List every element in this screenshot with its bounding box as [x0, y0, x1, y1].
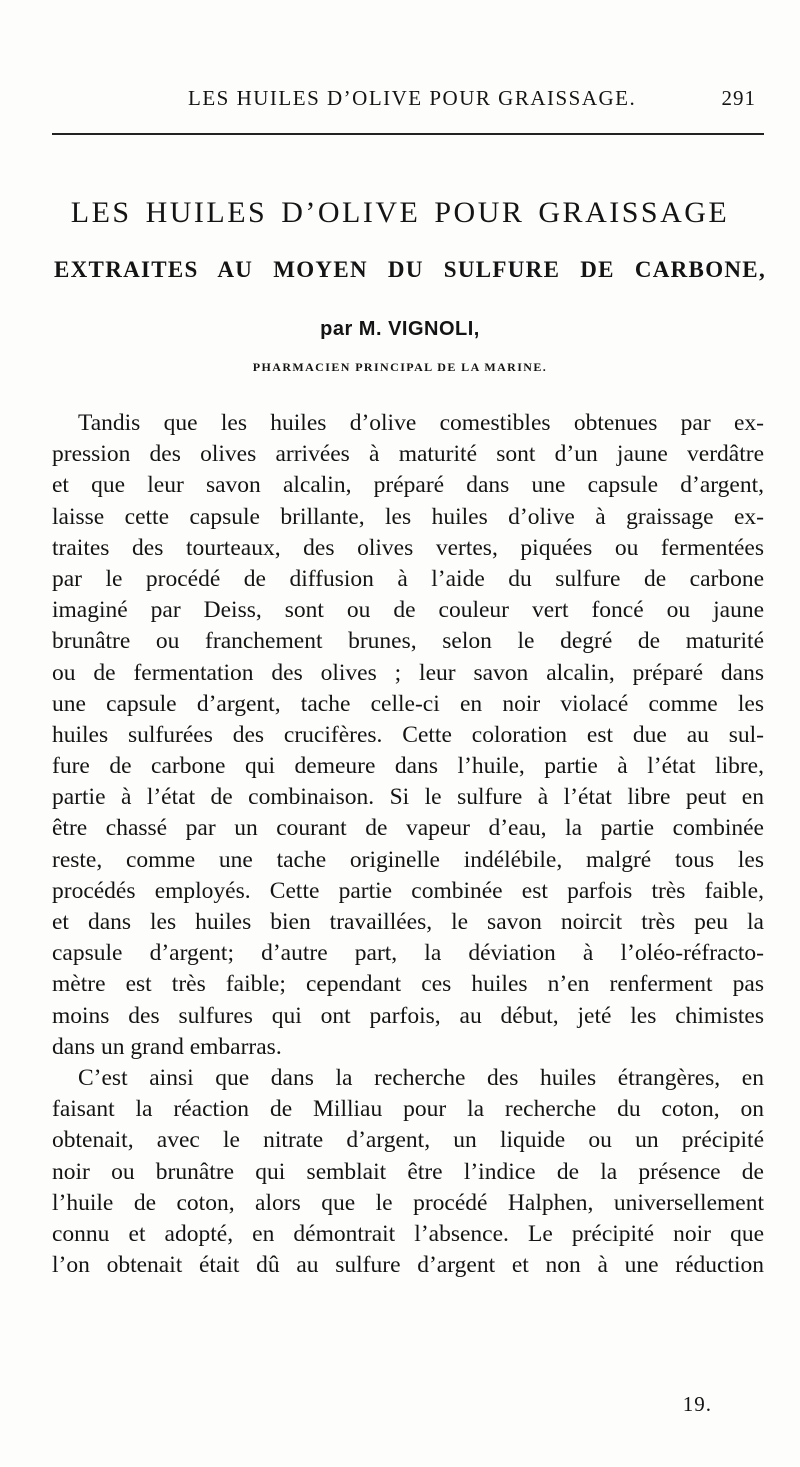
- text-line: imaginé par Deiss, sont ou de couleur vert foncé ou jaune: [52, 597, 764, 624]
- text-line: noir ou brunâtre qui semblait être l’indice de la présence de: [52, 1158, 764, 1185]
- text-line: traites des tourteaux, des olives vertes, piquées ou fermentées: [52, 534, 764, 561]
- text-line: huiles sulfurées des crucifères. Cette coloration est due au sul-: [52, 721, 764, 748]
- paragraph: [52, 408, 764, 1063]
- text-line: être chassé par un courant de vapeur d’eau, la partie combinée: [52, 815, 764, 842]
- running-head-title: LES HUILES D’OLIVE POUR GRAISSAGE.: [188, 86, 637, 110]
- author-affiliation: PHARMACIEN PRINCIPAL DE LA MARINE.: [252, 360, 548, 374]
- running-head: [0, 86, 800, 116]
- signature-mark: 19.: [682, 1392, 712, 1416]
- text-line: laisse cette capsule brillante, les huiles d’olive à graissage ex-: [52, 503, 764, 530]
- text-line: reste, comme une tache originelle indélébile, malgré tous les: [52, 846, 764, 873]
- text-line: moins des sulfures qui ont parfois, au début, jeté les chimistes: [52, 1002, 764, 1029]
- article-title: LES HUILES D’OLIVE POUR GRAISSAGE: [70, 196, 730, 229]
- header-rule: [52, 133, 764, 135]
- text-line: procédés employés. Cette partie combinée est parfois très faible,: [52, 877, 764, 904]
- text-line: fure de carbone qui demeure dans l’huile, partie à l’état libre,: [52, 753, 764, 780]
- text-line: C’est ainsi que dans la recherche des huiles étrangères, en: [78, 1064, 764, 1091]
- text-line: ou de fermentation des olives ; leur savon alcalin, préparé dans: [52, 659, 764, 686]
- text-line: mètre est très faible; cependant ces huiles n’en renferment pas: [52, 971, 764, 998]
- text-line: connu et adopté, en démontrait l’absence. Le précipité noir que: [52, 1220, 764, 1247]
- article-subtitle: EXTRAITES AU MOYEN DU SULFURE DE CARBONE,: [54, 257, 766, 282]
- text-line: une capsule d’argent, tache celle-ci en noir violacé comme les: [52, 690, 764, 717]
- text-line: et dans les huiles bien travaillées, le savon noircit très peu la: [52, 909, 764, 935]
- text-line: capsule d’argent; d’autre part, la déviation à l’oléo-réfracto-: [52, 940, 764, 967]
- text-line: l’on obtenait était dû au sulfure d’argent et non à une réduction: [52, 1252, 764, 1279]
- text-line: partie à l’état de combinaison. Si le sulfure à l’état libre peut en: [52, 784, 764, 811]
- paragraph: [52, 1063, 764, 1281]
- article-body: [52, 408, 764, 1281]
- text-line: brunâtre ou franchement brunes, selon le degré de maturité: [52, 628, 764, 655]
- text-line: faisant la réaction de Milliau pour la recherche du coton, on: [52, 1096, 764, 1123]
- text-line: dans un grand embarras.: [52, 1033, 282, 1060]
- text-line: par le procédé de diffusion à l’aide du sulfure de carbone: [52, 565, 764, 592]
- text-line: Tandis que les huiles d’olive comestibles obtenues par ex-: [78, 410, 764, 436]
- page-number: 291: [721, 86, 756, 110]
- author-byline: par M. VIGNOLI,: [320, 318, 480, 340]
- text-line: l’huile de coton, alors que le procédé Halphen, universellement: [52, 1189, 764, 1216]
- text-line: et que leur savon alcalin, préparé dans une capsule d’argent,: [52, 472, 764, 499]
- text-line: pression des olives arrivées à maturité sont d’un jaune verdâtre: [52, 441, 764, 468]
- text-line: obtenait, avec le nitrate d’argent, un liquide ou un précipité: [52, 1127, 764, 1154]
